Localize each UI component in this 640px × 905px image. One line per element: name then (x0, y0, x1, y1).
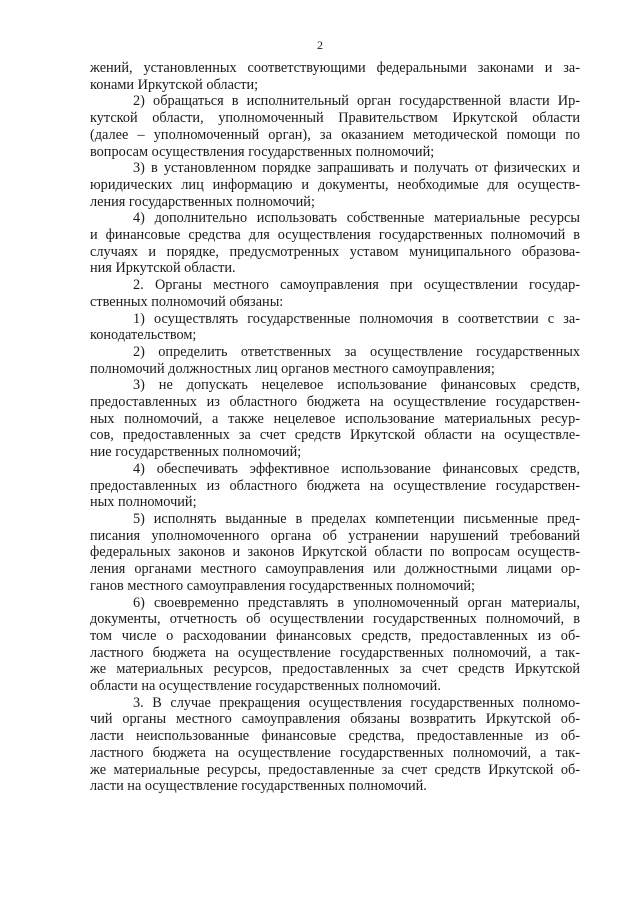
text-line: 2) обращаться в исполнительный орган государственной власти Ир- (133, 93, 580, 110)
paragraph-obligation-4 (90, 461, 580, 511)
paragraph-section-3 (90, 695, 580, 795)
document-body (90, 60, 580, 795)
text-line: конодательством; (90, 327, 197, 344)
text-line: ления органами местного самоуправления или должностными лицами ор- (90, 561, 580, 578)
paragraph-obligation-5 (90, 511, 580, 595)
text-line: области на осуществление государственных полномочий. (90, 678, 441, 695)
text-line: предоставленных из областного бюджета на осуществление государствен- (90, 394, 580, 411)
text-line: ния Иркутской области. (90, 260, 236, 277)
text-line: чий органы местного самоуправления обязаны возвратить Иркутской об- (90, 711, 580, 728)
paragraph-section-2 (90, 277, 580, 310)
text-line: ластного бюджета на осуществление государственных полномочий, а так- (90, 744, 580, 761)
text-line: ственных полномочий обязаны: (90, 293, 284, 310)
text-line: ганов местного самоуправления государственных полномочий; (90, 577, 475, 594)
text-line: сов, предоставленных за счет средств Иркутской области на осуществле- (90, 427, 580, 444)
text-line: предоставленных из областного бюджета на осуществление государствен- (90, 477, 580, 494)
paragraph-obligation-3 (90, 377, 580, 461)
text-line: случаях и порядке, предусмотренных уставом муниципального образова- (90, 243, 580, 260)
text-line: 2) определить ответственных за осуществление государственных (133, 343, 580, 360)
paragraph-obligation-1 (90, 311, 580, 344)
text-line: 6) своевременно представлять в уполномоченный орган материалы, (133, 594, 580, 611)
text-line: писания уполномоченного органа об устранении нарушений требований (90, 527, 580, 544)
text-line: вопросам осуществления государственных полномочий; (90, 143, 435, 160)
text-line: жений, установленных соответствующими федеральными законами и за- (90, 60, 580, 76)
text-line: ластного бюджета на осуществление государственных полномочий, а так- (90, 644, 580, 661)
text-line: 3) в установленном порядке запрашивать и получать от физических и (133, 160, 580, 177)
text-line: и финансовые средства для осуществления государственных полномочий в (90, 227, 580, 244)
paragraph-continuation (90, 60, 580, 93)
text-line: же материальные ресурсы, предоставленные за счет средств Иркутской об- (90, 761, 580, 778)
text-line: федеральных законов и законов Иркутской области по вопросам осуществ- (90, 544, 580, 561)
text-line: же материальных ресурсов, предоставленных за счет средств Иркутской (90, 661, 580, 678)
paragraph-item-4 (90, 210, 580, 277)
text-line: 2. Органы местного самоуправления при осуществлении государ- (133, 277, 580, 294)
text-line: ние государственных полномочий; (90, 444, 302, 461)
text-line: кутской области, уполномоченный Правительством Иркутской области (90, 110, 580, 127)
text-line: ласти неиспользованные финансовые средства, предоставленные из об- (90, 728, 580, 745)
text-line: ласти на осуществление государственных полномочий. (90, 778, 427, 795)
text-line: 3. В случае прекращения осуществления государственных полномо- (133, 694, 580, 711)
paragraph-obligation-6 (90, 595, 580, 695)
text-line: документы, отчетность об осуществлении государственных полномочий, в (90, 611, 580, 628)
text-line: 3) не допускать нецелевое использование финансовых средств, (133, 377, 580, 394)
paragraph-item-2 (90, 93, 580, 160)
text-line: ных полномочий; (90, 494, 197, 511)
text-line: конами Иркутской области; (90, 76, 259, 93)
text-line: (далее – уполномоченный орган), за оказанием методической помощи по (90, 126, 580, 143)
text-line: 5) исполнять выданные в пределах компетенции письменные пред- (133, 510, 580, 527)
page-number: 2 (317, 38, 323, 52)
text-line: ных полномочий, а также нецелевое использование материальных ресур- (90, 410, 580, 427)
paragraph-obligation-2 (90, 344, 580, 377)
text-line: том числе о расходовании финансовых средств, предоставленных из об- (90, 627, 580, 644)
text-line: ления государственных полномочий; (90, 193, 315, 210)
text-line: 1) осуществлять государственные полномочия в соответствии с за- (133, 310, 580, 327)
paragraph-item-3 (90, 160, 580, 210)
text-line: 4) обеспечивать эффективное использование финансовых средств, (133, 460, 580, 477)
text-line: 4) дополнительно использовать собственные материальные ресурсы (133, 210, 580, 227)
text-line: полномочий должностных лиц органов местного самоуправления; (90, 360, 495, 377)
text-line: юридических лиц информацию и документы, необходимые для осуществ- (90, 176, 580, 193)
